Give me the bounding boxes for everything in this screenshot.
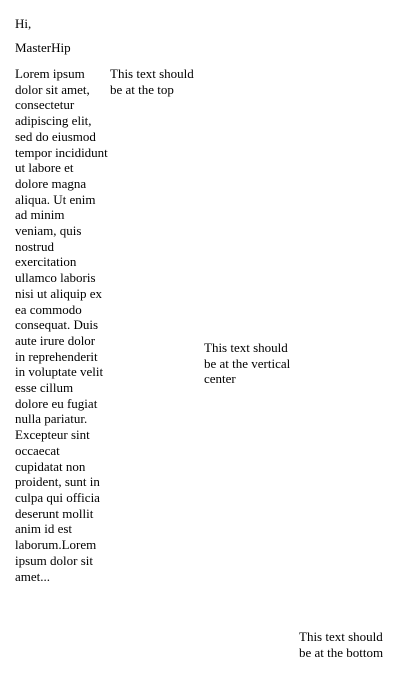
bottom-aligned-cell: This text should be at the bottom — [299, 629, 384, 660]
greeting-text: Hi, — [15, 16, 32, 31]
top-aligned-cell: This text should be at the top — [110, 66, 194, 97]
lorem-cell: Lorem ipsum dolor sit amet, consectetur adipiscing elit, sed do eiusmod tempor incididunt ut labore et dolore magna aliqua. Ut enim ad minim veniam, quis nostrud exercitation ullamco laboris nisi ut aliquip ex ea commodo consequat. Duis aute irure dolor in reprehenderit in voluptate velit esse cillum dolore eu fugiat nulla pariatur. Excepteur sint occaecat cupidatat non proident, sunt in culpa qui officia deserunt mollit anim id est laborum.Lorem ipsum dolor sit amet... — [15, 66, 108, 584]
center-aligned-cell: This text should be at the vertical center — [204, 340, 291, 387]
username-text: MasterHip — [15, 40, 71, 55]
